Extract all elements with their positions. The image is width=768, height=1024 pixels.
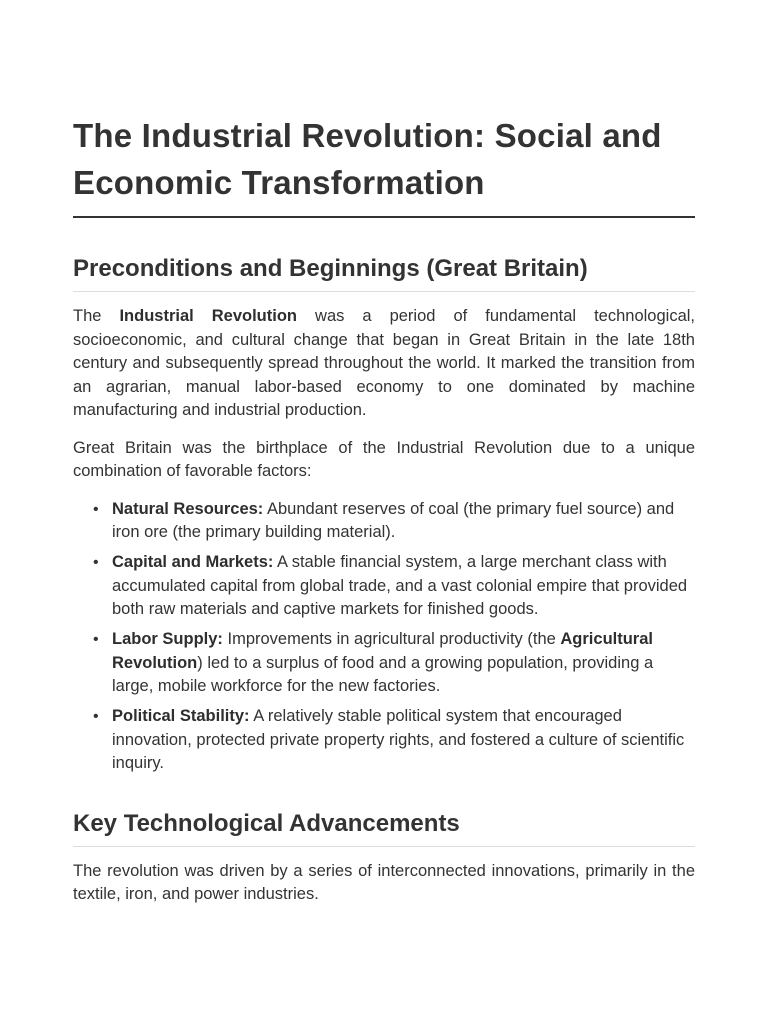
list-item bbox=[93, 705, 695, 776]
factor-text: ) led to a surplus of food and a growing population, providing a large, mobile workforce for the new factories. bbox=[112, 653, 654, 695]
factors-list bbox=[73, 498, 695, 776]
technology-intro-paragraph: The revolution was driven by a series of interconnected innovations, primarily in the textile, iron, and power industries. bbox=[73, 861, 695, 903]
list-item bbox=[93, 498, 695, 545]
bullet-icon: • bbox=[93, 500, 99, 518]
factor-label: Natural Resources: bbox=[112, 499, 264, 518]
section-heading: Key Technological Advancements bbox=[73, 807, 695, 847]
industrial-revolution-term: Industrial Revolution bbox=[119, 307, 297, 325]
factor-text: Abundant reserves of coal (the primary fuel source) and iron ore (the primary building material). bbox=[112, 499, 675, 541]
factor-text: A relatively stable political system that encouraged innovation, protected private property rights, and fostered a culture of scientific inquiry. bbox=[112, 707, 685, 772]
factor-label: Political Stability: bbox=[112, 707, 250, 725]
factor-label: Labor Supply: bbox=[112, 630, 223, 648]
list-item bbox=[93, 551, 695, 622]
factor-text: A stable financial system, a large merchant class with accumulated capital from global trade, and a vast colonial empire that provided both raw materials and captive markets for finished goods. bbox=[112, 553, 688, 618]
intro-lead-text: The bbox=[73, 307, 120, 325]
section-heading: Preconditions and Beginnings (Great Britain) bbox=[73, 252, 695, 292]
factor-label: Capital and Markets: bbox=[112, 553, 274, 571]
factor-text: Improvements in agricultural productivity (the bbox=[222, 630, 561, 648]
page-title: The Industrial Revolution: Social and Economic Transformation bbox=[73, 112, 695, 218]
section-technology bbox=[73, 807, 695, 907]
factors-intro-paragraph: Great Britain was the birthplace of the Industrial Revolution due to a unique combination of favorable factors: bbox=[73, 438, 695, 480]
bullet-icon: • bbox=[93, 708, 99, 725]
list-item bbox=[93, 628, 695, 699]
bullet-icon: • bbox=[93, 631, 99, 648]
intro-paragraph bbox=[73, 305, 695, 423]
intro-rest-text: was a period of fundamental technological, socioeconomic, and cultural change that began in Great Britain in the late 18th century and subsequently spread throughout the world. It marked the transition from an agrarian, manual labor-based economy to one dominated by machine manufacturing and industrial production. bbox=[73, 307, 695, 419]
agricultural-revolution-term: Agricultural Revolution bbox=[112, 630, 653, 672]
section-preconditions bbox=[73, 252, 695, 776]
bullet-icon: • bbox=[93, 554, 99, 571]
